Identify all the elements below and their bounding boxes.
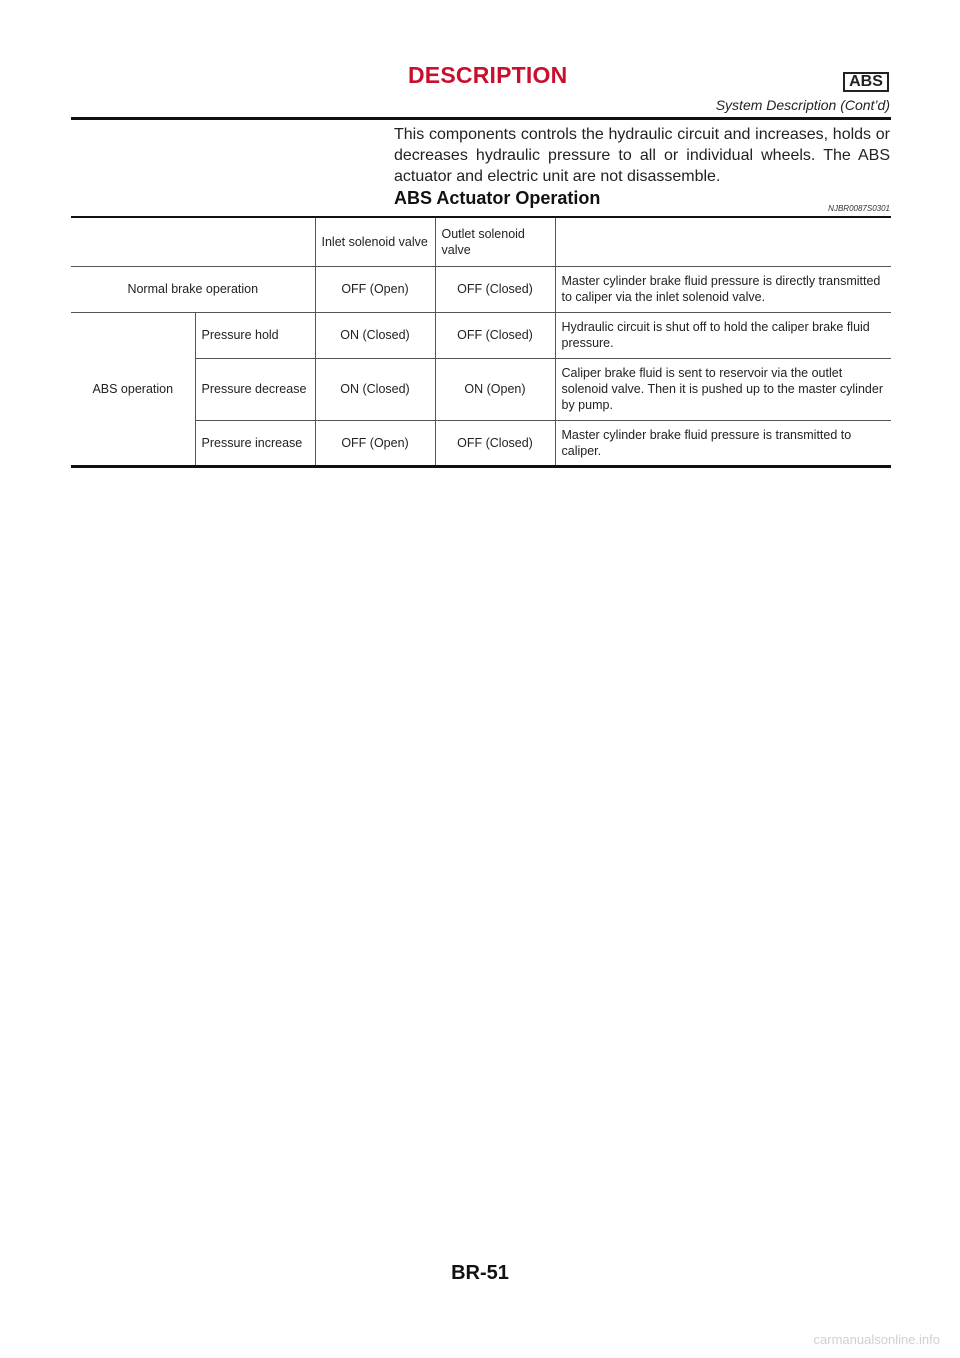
outlet-state: ON (Open) <box>435 358 555 420</box>
page-header-subtitle: System Description (Cont’d) <box>715 97 890 113</box>
inlet-state: ON (Closed) <box>315 358 435 420</box>
abs-operation-table <box>71 216 891 468</box>
header-divider <box>71 117 891 120</box>
operation-description: Hydraulic circuit is shut off to hold the caliper brake fluid pressure. <box>555 312 891 358</box>
table-header-row <box>71 217 891 266</box>
operation-label: Normal brake operation <box>71 266 315 312</box>
abs-badge: ABS <box>843 72 889 92</box>
outlet-state: OFF (Closed) <box>435 420 555 466</box>
inlet-state: OFF (Open) <box>315 420 435 466</box>
section-title: ABS Actuator Operation <box>394 188 601 208</box>
mode-label: Pressure increase <box>195 420 315 466</box>
header-cell-description <box>555 217 891 266</box>
intro-paragraph: This components controls the hydraulic circuit and increases, holds or decreases hydraulic pressure to all or individual wheels. The ABS actuator and electric unit are not disassemble. <box>394 126 890 185</box>
header-outlet-valve: Outlet solenoid valve <box>435 217 555 266</box>
outlet-state: OFF (Closed) <box>435 312 555 358</box>
outlet-state: OFF (Closed) <box>435 266 555 312</box>
table-row <box>71 312 891 358</box>
abs-operation-label: ABS operation <box>71 312 195 466</box>
inlet-state: OFF (Open) <box>315 266 435 312</box>
header-inlet-valve: Inlet solenoid valve <box>315 217 435 266</box>
watermark: carmanualsonline.info <box>813 1332 940 1347</box>
mode-label: Pressure hold <box>195 312 315 358</box>
page-number: BR-51 <box>451 1262 509 1284</box>
table-row <box>71 266 891 312</box>
mode-label: Pressure decrease <box>195 358 315 420</box>
inlet-state: ON (Closed) <box>315 312 435 358</box>
operation-description: Master cylinder brake fluid pressure is transmitted to caliper. <box>555 420 891 466</box>
page-header-title: DESCRIPTION <box>408 62 568 88</box>
operation-description: Caliper brake fluid is sent to reservoir via the outlet solenoid valve. Then it is pushed up to the master cylinder by pump. <box>555 358 891 420</box>
header-cell-blank <box>71 217 315 266</box>
section-reference-code: NJBR0087S0301 <box>828 204 890 213</box>
operation-description: Master cylinder brake fluid pressure is directly transmitted to caliper via the inlet solenoid valve. <box>555 266 891 312</box>
